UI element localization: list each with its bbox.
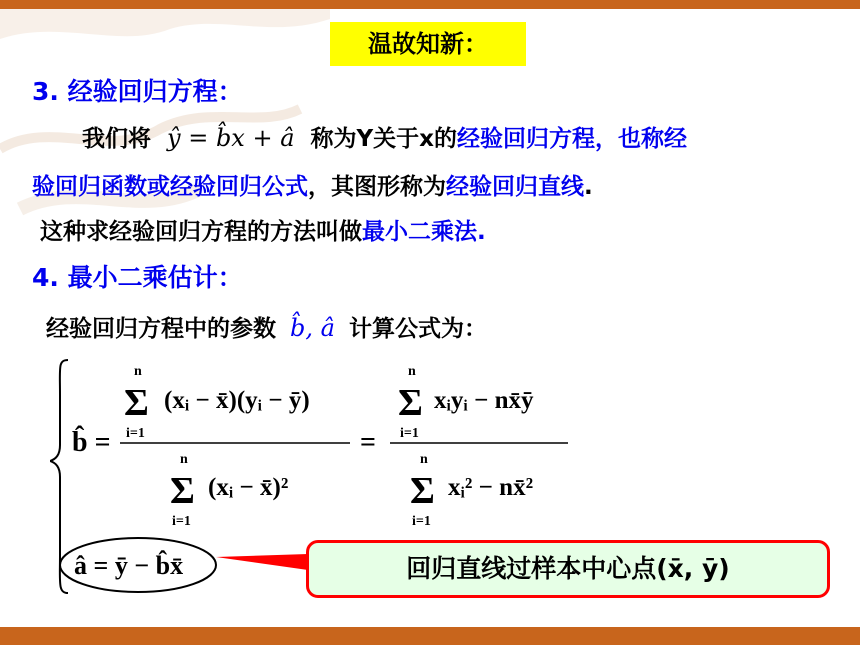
- regression-equation: ŷ = b̂x + â: [167, 124, 295, 152]
- sum-lower-1: i=1: [126, 426, 145, 441]
- bottom-bar: [0, 627, 860, 645]
- line3-end: .: [477, 219, 486, 245]
- line3-text: 这种求经验回归方程的方法叫做: [40, 219, 362, 245]
- line2-terms: 验回归函数或经验回归公式: [32, 174, 308, 200]
- intro-prefix: 经验回归方程中的参数: [46, 316, 276, 342]
- term-regression-line: 经验回归直线: [446, 174, 584, 200]
- numerator-2: xᵢyᵢ − nx̄ȳ: [434, 387, 534, 414]
- denominator-1: (xᵢ − x̄)²: [208, 474, 289, 501]
- denominator-2: xᵢ² − nx̄²: [448, 474, 534, 501]
- callout-pointer: [216, 554, 308, 570]
- page-title: 温故知新：: [330, 22, 526, 66]
- sum-sign-3: Σ: [398, 382, 423, 424]
- line2-end: .: [584, 174, 593, 200]
- section3-line3: [40, 213, 486, 246]
- b-lhs: b̂ =: [72, 427, 111, 458]
- a-formula: â = ȳ − b̂x̄: [74, 551, 184, 580]
- line1-prefix: 我们将: [82, 126, 151, 152]
- numerator-1: (xᵢ − x̄)(yᵢ − ȳ): [164, 387, 310, 414]
- sum-sign-1: Σ: [124, 382, 149, 424]
- sum-sign-2: Σ: [170, 470, 195, 512]
- brace: [50, 360, 68, 593]
- term-least-squares: 最小二乘法: [362, 219, 477, 245]
- callout-box: 回归直线过样本中心点(x̄, ȳ): [306, 540, 830, 598]
- section4-intro: [46, 310, 487, 343]
- section3-heading: 3. 经验回归方程：: [32, 77, 243, 106]
- sum-upper-1: n: [134, 364, 142, 379]
- line2-mid: ，其图形称为: [308, 174, 446, 200]
- top-bar: [0, 0, 860, 9]
- section3-line1: [82, 120, 687, 153]
- params: b̂, â: [290, 314, 335, 342]
- section3-line2: [32, 168, 593, 201]
- sum-upper-2: n: [180, 452, 188, 467]
- line1-suffix: ，也称经: [595, 126, 688, 152]
- term-regression-equation: 经验回归方程: [457, 126, 596, 152]
- intro-suffix: 计算公式为：: [348, 316, 487, 342]
- sum-upper-3: n: [408, 364, 416, 379]
- sum-lower-4: i=1: [412, 514, 431, 529]
- sum-upper-4: n: [420, 452, 428, 467]
- section4-heading: 4. 最小二乘估计：: [32, 263, 243, 292]
- sum-lower-3: i=1: [400, 426, 419, 441]
- sum-sign-4: Σ: [410, 470, 435, 512]
- equals-sign: =: [360, 427, 376, 458]
- sum-lower-2: i=1: [172, 514, 191, 529]
- line1-mid: 称为Y关于x的: [310, 126, 458, 152]
